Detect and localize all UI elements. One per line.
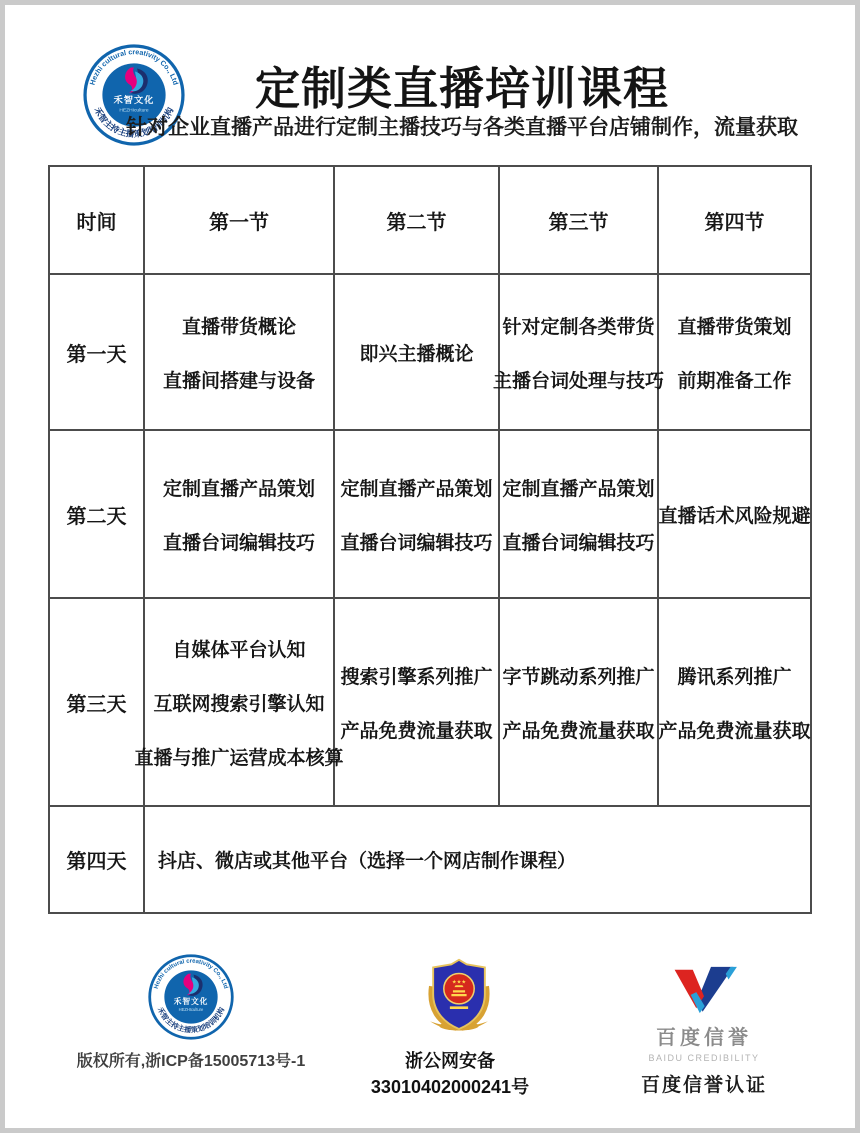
schedule-cell <box>499 598 658 806</box>
schedule-cell <box>493 274 665 430</box>
baidu-credibility-icon <box>669 965 739 1015</box>
svg-text:★★★: ★★★ <box>451 979 467 986</box>
table-row-day3 <box>49 598 811 806</box>
cell-line: 前期准备工作 <box>677 370 792 392</box>
cell-line: 字节跳动系列推广 <box>502 666 655 688</box>
day-label: 第三天 <box>49 598 144 806</box>
cell-line: 针对定制各类带货 <box>502 316 655 338</box>
cell-line: 定制直播产品策划 <box>340 478 493 500</box>
cell-line: 直播台词编辑技巧 <box>162 532 315 554</box>
col-header-time: 时间 <box>49 166 144 274</box>
col-header-session3: 第三节 <box>499 166 658 274</box>
table-row-day1 <box>49 274 811 430</box>
cell-line: 定制直播产品策划 <box>162 478 315 500</box>
schedule-cell <box>499 430 658 598</box>
cell-line: 互联网搜索引擎认知 <box>153 693 325 715</box>
cell-line: 定制直播产品策划 <box>502 478 655 500</box>
schedule-cell <box>658 274 811 430</box>
cell-line: 直播带货概论 <box>181 316 296 338</box>
cell-line: 直播话术风险规避 <box>658 505 811 527</box>
day-label: 第四天 <box>49 806 144 913</box>
course-table <box>48 165 812 914</box>
page-subtitle: 针对企业直播产品进行定制主播技巧与各类直播平台店铺制作，流量获取 <box>126 116 798 139</box>
cell-line: 自媒体平台认知 <box>172 639 306 661</box>
schedule-cell <box>658 598 811 806</box>
baidu-credibility-en: BAIDU CREDIBILITY <box>648 1053 760 1063</box>
cell-line: 产品免费流量获取 <box>502 720 655 742</box>
icp-copyright-text: 版权所有,浙ICP备15005713号-1 <box>76 1053 306 1070</box>
schedule-cell-merged: 抖店、微店或其他平台（选择一个网店制作课程） <box>144 806 811 913</box>
hezhi-logo-icon <box>148 954 234 1040</box>
day-label: 第二天 <box>49 430 144 598</box>
baidu-credibility-block <box>628 965 780 1097</box>
cell-line: 主播台词处理与技巧 <box>493 370 665 392</box>
police-registration-text: 浙公网安备 33010402000241号 <box>370 1051 530 1097</box>
schedule-cell <box>134 598 344 806</box>
table-row-day2 <box>49 430 811 598</box>
day-label: 第一天 <box>49 274 144 430</box>
col-header-session1: 第一节 <box>144 166 334 274</box>
hezhi-logo-footer <box>148 954 234 1040</box>
schedule-cell <box>334 598 499 806</box>
schedule-cell <box>658 430 811 598</box>
schedule-cell <box>144 274 334 430</box>
table-row-day4 <box>49 806 811 913</box>
cell-line: 直播带货策划 <box>677 316 792 338</box>
cell-line: 产品免费流量获取 <box>658 720 811 742</box>
cell-line: 即兴主播概论 <box>359 343 474 365</box>
col-header-session4: 第四节 <box>658 166 811 274</box>
schedule-cell <box>334 274 499 430</box>
police-badge-icon <box>421 955 497 1033</box>
col-header-session2: 第二节 <box>334 166 499 274</box>
baidu-credibility-cn: 百度信誉 <box>656 1027 752 1049</box>
cell-line: 直播间搭建与设备 <box>162 370 315 392</box>
schedule-cell <box>334 430 499 598</box>
schedule-cell <box>144 430 334 598</box>
cell-line: 直播台词编辑技巧 <box>340 532 493 554</box>
cell-line: 产品免费流量获取 <box>340 720 493 742</box>
cell-line: 直播与推广运营成本核算 <box>134 747 344 769</box>
table-header-row <box>49 166 811 274</box>
cell-line: 直播台词编辑技巧 <box>502 532 655 554</box>
cell-line: 搜索引擎系列推广 <box>340 666 493 688</box>
cell-line: 腾讯系列推广 <box>677 666 792 688</box>
baidu-cert-text: 百度信誉认证 <box>640 1075 767 1096</box>
page-title: 定制类直播培训课程 <box>254 63 669 114</box>
